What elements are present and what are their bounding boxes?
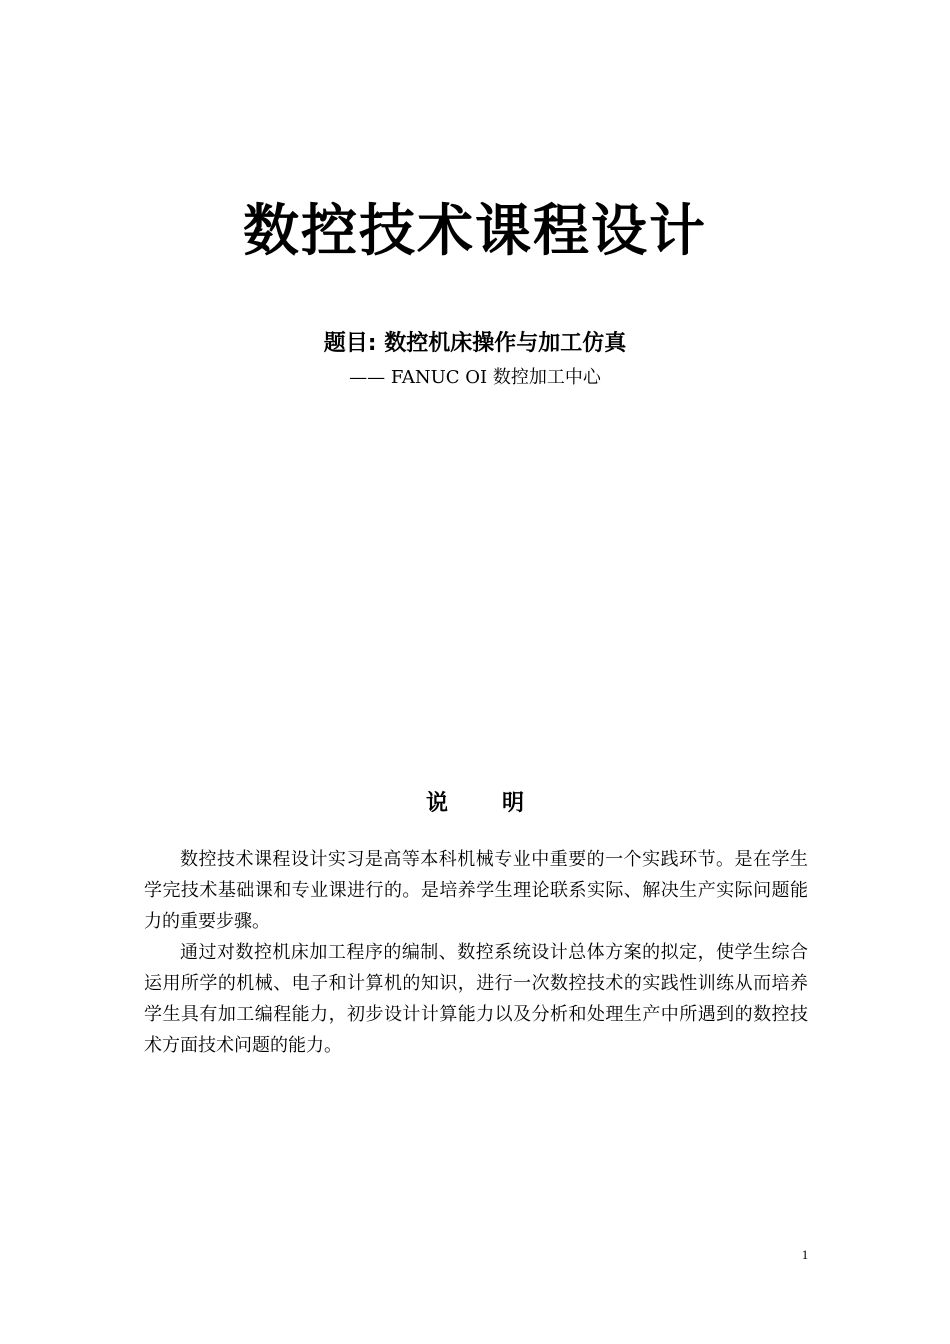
section-heading bbox=[0, 788, 950, 820]
section-body bbox=[144, 844, 808, 1061]
subtitle: —— FANUC OI 数控加工中心 bbox=[349, 367, 601, 388]
subject-text: 数控机床操作与加工仿真 bbox=[384, 331, 627, 356]
page-number: 1 bbox=[801, 1247, 809, 1262]
section-heading-part1: 说 bbox=[425, 791, 448, 816]
body-paragraph: 数控技术课程设计实习是高等本科机械专业中重要的一个实践环节。是在学生学完技术基础课和专业课进行的。是培养学生理论联系实际、解决生产实际问题能力的重要步骤。 bbox=[144, 849, 808, 932]
subject-line bbox=[0, 328, 950, 360]
section-heading-part2: 明 bbox=[502, 791, 525, 816]
main-title: 数控技术课程设计 bbox=[243, 199, 707, 264]
subject-label: 题目: bbox=[323, 331, 377, 356]
body-paragraph: 通过对数控机床加工程序的编制、数控系统设计总体方案的拟定，使学生综合运用所学的机械、电子和计算机的知识，进行一次数控技术的实践性训练从而培养学生具有加工编程能力，初步设计计算能力以及分析和处理生产中所遇到的数控技术方面技术问题的能力。 bbox=[144, 942, 808, 1056]
